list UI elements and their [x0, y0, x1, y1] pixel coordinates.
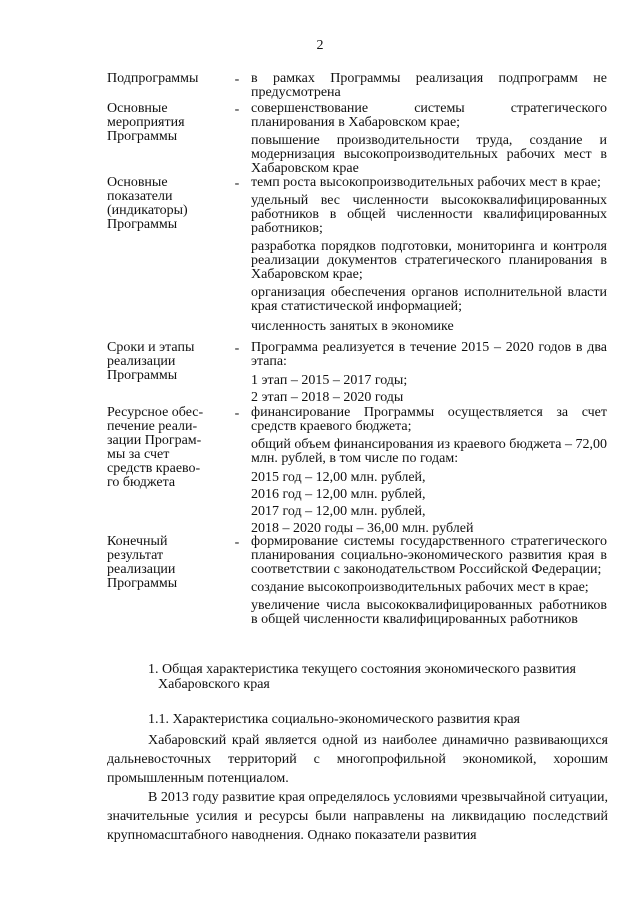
passport-row-subprograms — [107, 72, 607, 102]
passport-label: Ресурсное обес- печение реали- зации Програм- мы за счет средств краево- го бюджета — [107, 405, 204, 490]
passport-content — [251, 535, 607, 627]
section-heading — [148, 662, 618, 692]
passport-paragraph: совершенствование системы стратегического планирования в Хабаровском крае; — [251, 101, 607, 130]
passport-paragraph: организация обеспечения органов исполнительной власти края статистической информацией; — [251, 285, 607, 314]
passport-dash: - — [234, 72, 240, 87]
passport-content — [251, 176, 607, 334]
passport-paragraph: общий объем финансирования из краевого бюджета – 72,00 млн. рублей, в том числе по годам: — [251, 437, 607, 466]
passport-paragraph: 2015 год – 12,00 млн. рублей, — [251, 470, 426, 485]
passport-dash: - — [234, 341, 240, 356]
passport-paragraph: в рамках Программы реализация подпрограмм не предусмотрена — [251, 71, 607, 100]
passport-dash: - — [234, 535, 240, 550]
passport-paragraph: повышение производительности труда, создание и модернизация высокопроизводительных рабочих мест в Хабаровском крае — [251, 133, 607, 176]
passport-paragraph: разработка порядков подготовки, мониторинга и контроля реализации документов стратегического планирования в Хабаровском крае; — [251, 239, 607, 282]
passport-paragraph: создание высокопроизводительных рабочих мест в крае; — [251, 580, 589, 595]
passport-dash: - — [234, 102, 240, 117]
passport-row-indicators — [107, 176, 607, 341]
passport-paragraph: темп роста высокопроизводительных рабочих мест в крае; — [251, 175, 601, 190]
subsection-heading: 1.1. Характеристика социально-экономического развития края — [148, 712, 520, 727]
passport-row-funding — [107, 406, 607, 535]
body-paragraph: Хабаровский край является одной из наиболее динамично развивающихся дальневосточных территорий с многопрофильной экономикой, хорошим промышленным потенциалом. — [107, 733, 608, 786]
passport-paragraph: 2 этап – 2018 – 2020 годы — [251, 390, 404, 405]
passport-paragraph: формирование системы государственного стратегического планирования социально-экономического развития края в соответствии с законодательством Российской Федерации; — [251, 534, 607, 577]
passport-paragraph: 2018 – 2020 годы – 36,00 млн. рублей — [251, 521, 474, 536]
passport-paragraph: удельный вес численности высококвалифицированных работников в общей численности квалифицированных работников; — [251, 193, 607, 236]
passport-row-final-result — [107, 535, 607, 655]
passport-paragraph: увеличение числа высококвалифицированных работников в общей численности квалифицированных работников — [251, 598, 607, 627]
passport-content — [251, 406, 607, 536]
passport-label: Сроки и этапы реализации Программы — [107, 340, 195, 383]
body-paragraph: В 2013 году развитие края определялось условиями чрезвычайной ситуации, значительные усилия и ресурсы были направлены на ликвидацию последствий крупномасштабного наводнения. Однако показатели развития — [107, 790, 608, 843]
passport-paragraph: Программа реализуется в течение 2015 – 2020 годов в два этапа: — [251, 340, 607, 369]
section-heading-line2: Хабаровского края — [158, 677, 270, 692]
passport-content — [251, 341, 607, 405]
passport-dash: - — [234, 406, 240, 421]
passport-paragraph: 2017 год – 12,00 млн. рублей, — [251, 504, 426, 519]
section-heading-line1: 1. Общая характеристика текущего состояния экономического развития — [148, 662, 576, 677]
passport-row-main-activities — [107, 102, 607, 176]
passport-paragraph: 1 этап – 2015 – 2017 годы; — [251, 373, 408, 388]
passport-content — [251, 102, 607, 176]
passport-paragraph: финансирование Программы осуществляется за счет средств краевого бюджета; — [251, 405, 607, 434]
passport-label: Основные мероприятия Программы — [107, 101, 185, 144]
passport-label: Конечный результат реализации Программы — [107, 534, 178, 591]
page-number: 2 — [316, 38, 324, 53]
program-passport-table — [107, 72, 607, 655]
passport-row-timeline — [107, 341, 607, 406]
passport-label: Подпрограммы — [107, 71, 199, 86]
passport-label: Основные показатели (индикаторы) Программы — [107, 175, 188, 232]
passport-paragraph: численность занятых в экономике — [251, 319, 454, 334]
passport-paragraph: 2016 год – 12,00 млн. рублей, — [251, 487, 426, 502]
passport-dash: - — [234, 176, 240, 191]
passport-content — [251, 72, 607, 100]
